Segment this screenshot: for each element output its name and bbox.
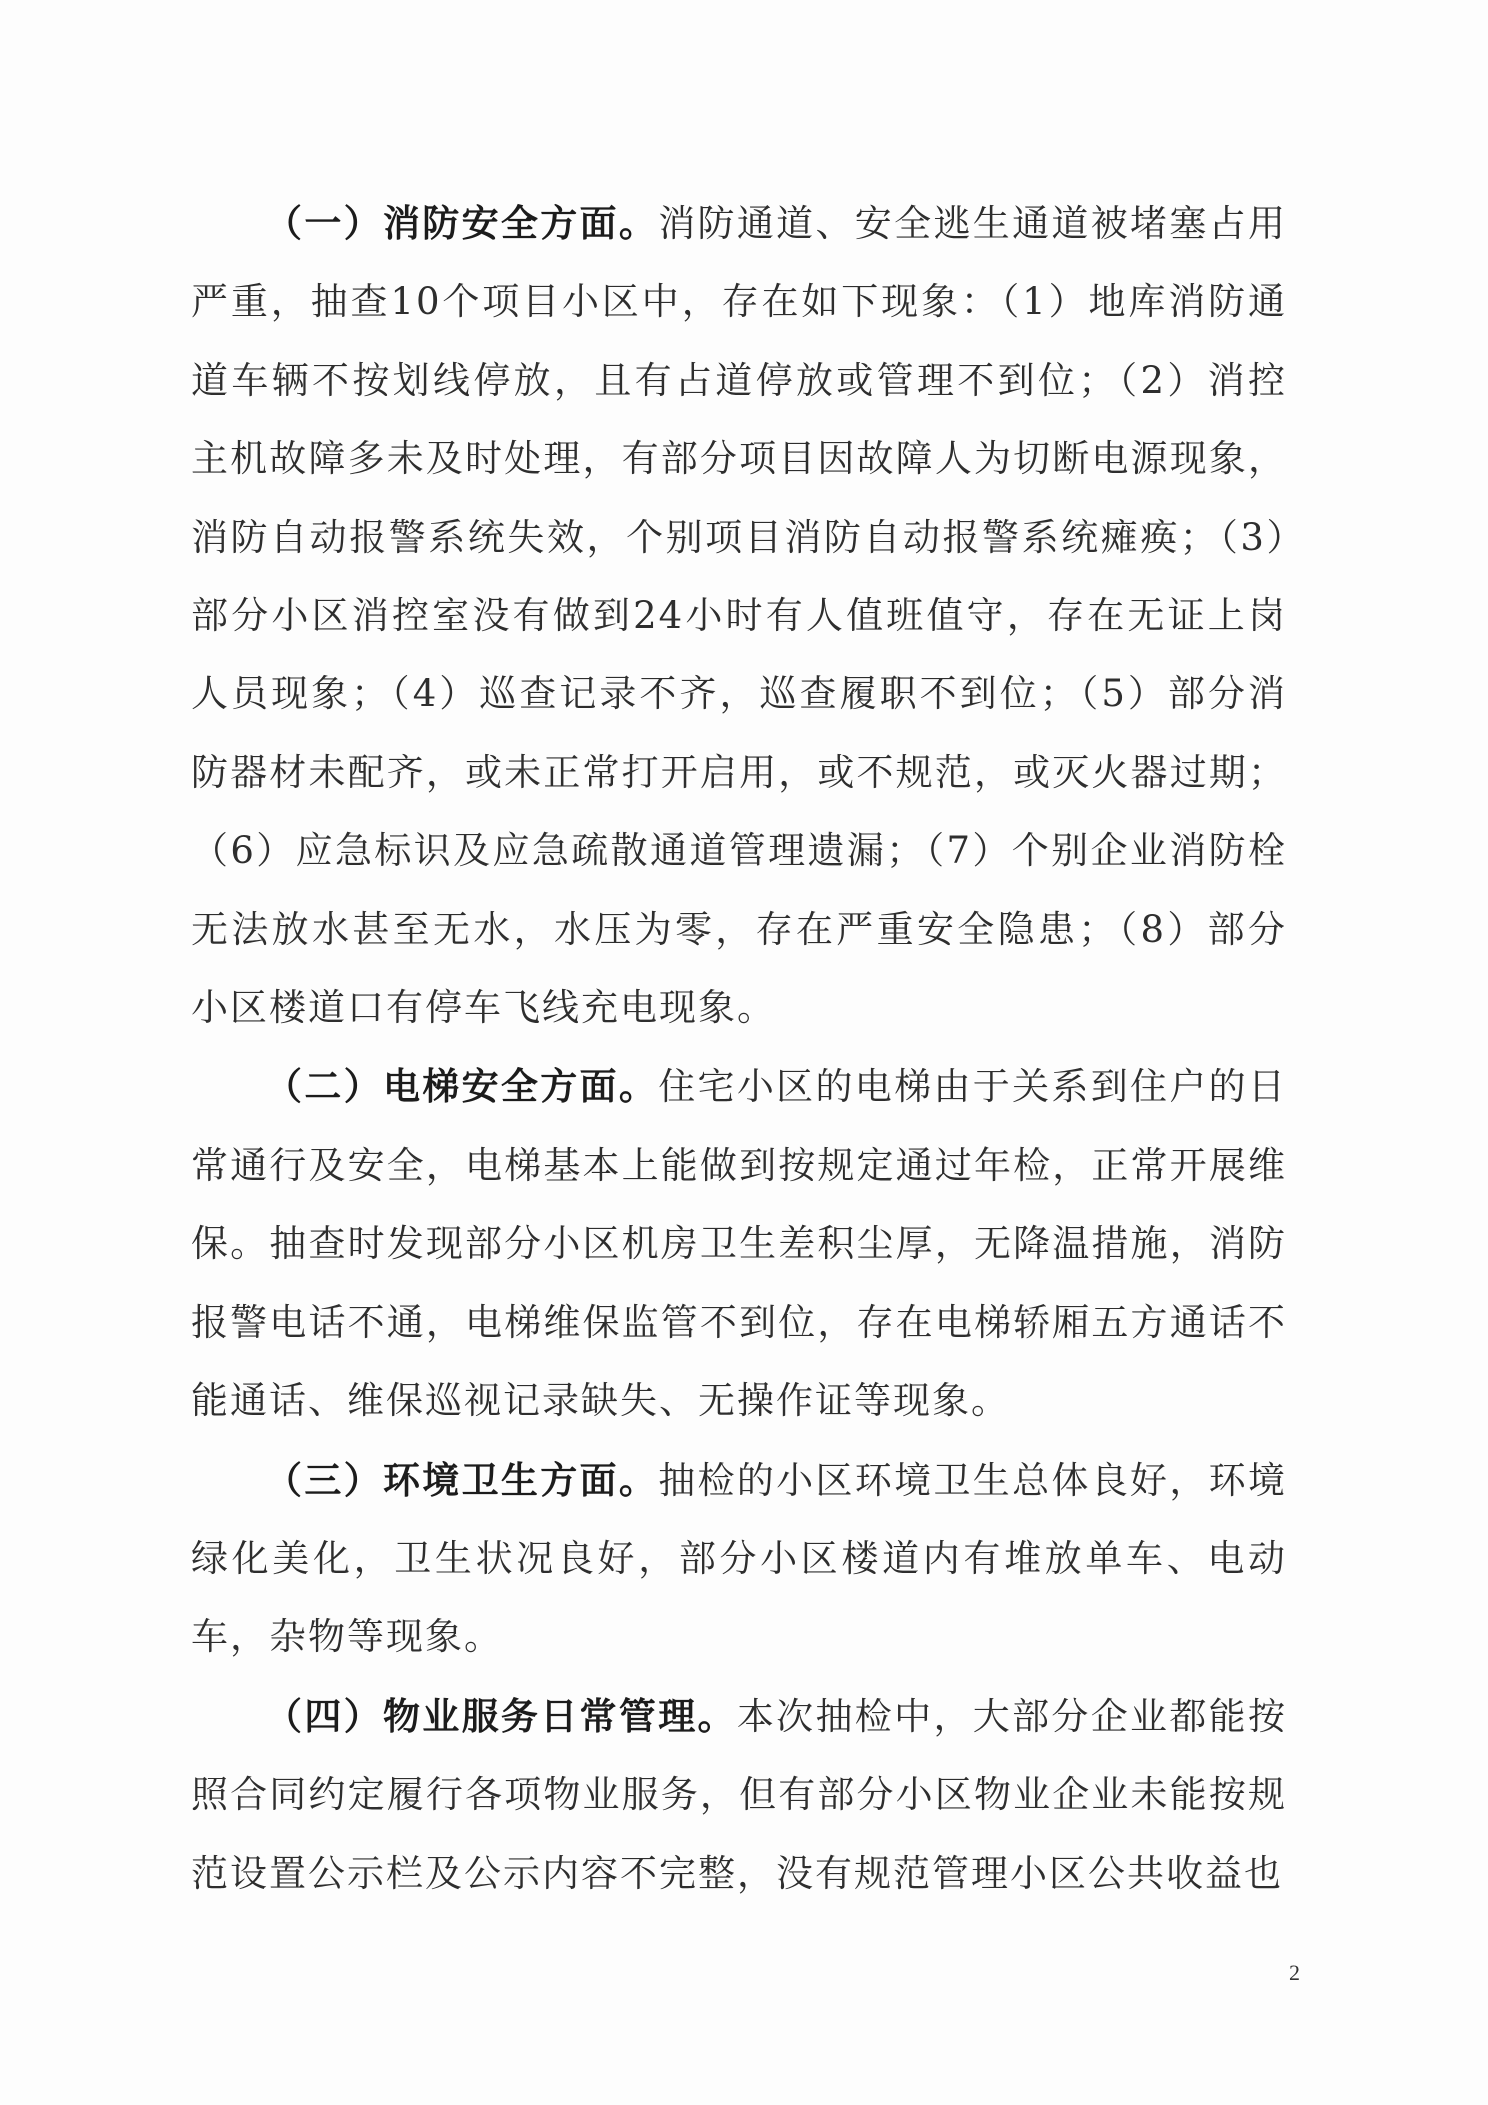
paragraph-text: 消防通道、安全逃生通道被堵塞占用严重，抽查10个项目小区中，存在如下现象：（1）地库消防通道车辆不按划线停放，且有占道停放或管理不到位；（2）消控主机故障多未及时处理，有部分项目因故障人为切断电源现象，消防自动报警系统失效，个别项目消防自动报警系统瘫痪；（3）部分小区消控室没有做到24小时有人值班值守，存在无证上岗人员现象；（4）巡查记录不齐，巡查履职不到位；（5）部分消防器材未配齐，或未正常打开启用，或不规范，或灭火器过期；（6）应急标识及应急疏散通道管理遗漏；（7）个别企业消防栓无法放水甚至无水，水压为零，存在严重安全隐患；（8）部分小区楼道口有停车飞线充电现象。 [191, 202, 1288, 1030]
paragraph-property-management [191, 1677, 1287, 1913]
paragraph-fire-safety [191, 184, 1287, 1047]
paragraph-text: 住宅小区的电梯由于关系到住户的日常通行及安全，电梯基本上能做到按规定通过年检，正常开展维保。抽查时发现部分小区机房卫生差积尘厚，无降温措施，消防报警电话不通，电梯维保监管不到位，存在电梯轿厢五方通话不能通话、维保巡视记录缺失、无操作证等现象。 [191, 1065, 1288, 1423]
paragraph-heading: （二）电梯安全方面。 [265, 1064, 659, 1109]
page-number: 2 [1289, 1960, 1300, 1985]
paragraph-elevator-safety [191, 1047, 1287, 1440]
document-body [191, 184, 1287, 1913]
paragraph-heading: （三）环境卫生方面。 [265, 1457, 659, 1502]
paragraph-text: 本次抽检中，大部分企业都能按照合同约定履行各项物业服务，但有部分小区物业企业未能按规范设置公示栏及公示内容不完整，没有规范管理小区公共收益也 [191, 1694, 1288, 1895]
paragraph-environment-hygiene [191, 1441, 1287, 1677]
paragraph-text: 抽检的小区环境卫生总体良好，环境绿化美化，卫生状况良好，部分小区楼道内有堆放单车、电动车，杂物等现象。 [191, 1458, 1288, 1659]
paragraph-heading: （一）消防安全方面。 [265, 201, 659, 245]
paragraph-heading: （四）物业服务日常管理。 [265, 1693, 737, 1738]
